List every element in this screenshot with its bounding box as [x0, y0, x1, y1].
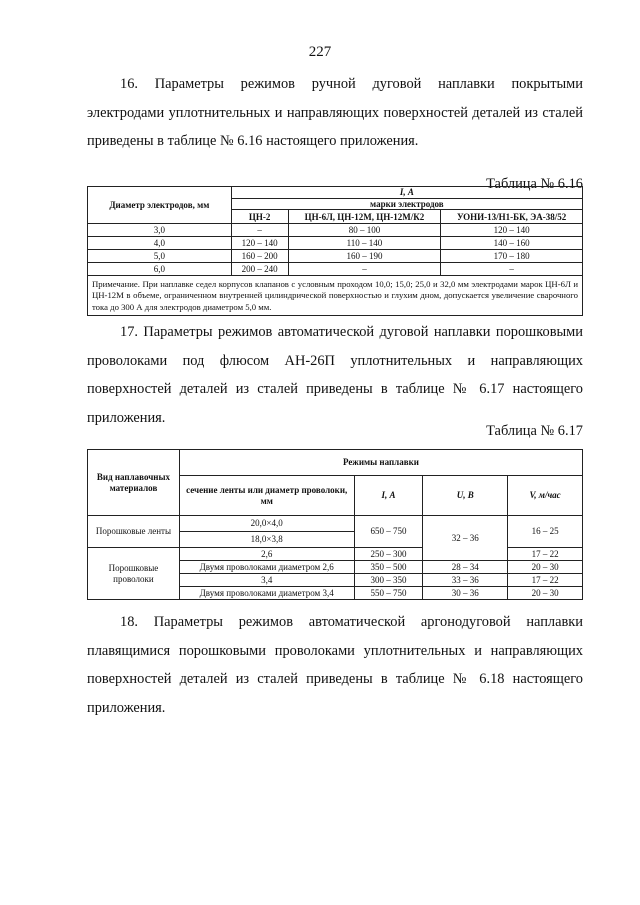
cell-speed: 20 – 30 — [508, 587, 583, 600]
header-speed: V, м/час — [508, 476, 583, 516]
paragraph-line: проволоками под флюсом АН-26П уплотнительных и направляющих — [87, 352, 583, 369]
cell-material: Порошковые проволоки — [88, 548, 180, 600]
paragraph-line: приведены в таблице № 6.16 настоящего приложения. — [87, 133, 419, 150]
cell-diameter: 4,0 — [88, 237, 232, 250]
cell: 170 – 180 — [441, 250, 583, 263]
paragraph-line: 17. Параметры режимов автоматической дуговой наплавки порошковыми — [120, 324, 583, 340]
cell: 120 – 140 — [441, 224, 583, 237]
table-6-16-caption: Таблица № 6.16 — [486, 176, 583, 192]
cell-size: Двумя проволоками диаметром 2,6 — [179, 561, 354, 574]
header-column: УОНИ-13/Н1-БК, ЭА-38/52 — [441, 210, 583, 224]
cell-current: 300 – 350 — [354, 574, 423, 587]
paragraph-18 — [87, 608, 583, 722]
header-voltage: U, В — [423, 476, 508, 516]
header-size: сечение ленты или диаметр проволоки, мм — [179, 476, 354, 516]
paragraph-line: поверхностей деталей из сталей приведены в таблице № 6.17 настоящего — [87, 381, 583, 398]
cell-current: 550 – 750 — [354, 587, 423, 600]
cell-speed: 16 – 25 — [508, 516, 583, 548]
cell-speed: 17 – 22 — [508, 574, 583, 587]
cell: – — [231, 224, 288, 237]
header-electrode-diameter: Диаметр электродов, мм — [88, 187, 232, 224]
paragraph-line: приложения. — [87, 409, 166, 426]
table-row — [88, 250, 583, 263]
header-column: ЦН-6Л, ЦН-12М, ЦН-12М/К2 — [288, 210, 441, 224]
cell: 120 – 140 — [231, 237, 288, 250]
header-column: ЦН-2 — [231, 210, 288, 224]
paragraph-line: плавящимися порошковыми проволоками уплотнительных и направляющих — [87, 642, 583, 659]
cell-size: 2,6 — [179, 548, 354, 561]
cell: 80 – 100 — [288, 224, 441, 237]
cell-speed: 20 – 30 — [508, 561, 583, 574]
cell: – — [288, 263, 441, 276]
cell-speed: 17 – 22 — [508, 548, 583, 561]
table-row — [88, 237, 583, 250]
cell-current: 350 – 500 — [354, 561, 423, 574]
paragraph-17 — [87, 318, 583, 432]
table-row — [88, 516, 583, 532]
cell: 200 – 240 — [231, 263, 288, 276]
header-modes: Режимы наплавки — [179, 450, 582, 476]
cell-current: 650 – 750 — [354, 516, 423, 548]
cell-size: 20,0×4,0 — [179, 516, 354, 532]
header-material-type: Вид наплавочных материалов — [88, 450, 180, 516]
table-6-17-caption: Таблица № 6.17 — [486, 423, 583, 439]
cell-material: Порошковые ленты — [88, 516, 180, 548]
cell-voltage: 33 – 36 — [423, 574, 508, 587]
paragraph-line: поверхностей деталей из сталей приведены в таблице № 6.18 настоящего — [87, 671, 583, 688]
cell-voltage: 28 – 34 — [423, 561, 508, 574]
header-current: I, А — [354, 476, 423, 516]
table-row — [88, 548, 583, 561]
cell-voltage: 32 – 36 — [423, 516, 508, 561]
table-row — [88, 224, 583, 237]
page-number: 227 — [308, 44, 332, 60]
cell: 160 – 190 — [288, 250, 441, 263]
cell-current: 250 – 300 — [354, 548, 423, 561]
cell-diameter: 3,0 — [88, 224, 232, 237]
cell: – — [441, 263, 583, 276]
cell-size: 3,4 — [179, 574, 354, 587]
table-note: Примечание. При наплавке седел корпусов клапанов с условным проходом 10,0; 15,0; 25,0 и 32,0 мм электродами марок ЦН-6Л и ЦН-12М в объеме, ограниченном внутренней цилиндрической поверхностью и глухим дном, допускается увеличение сварочного тока до 300 А для электродов диаметром 5,0 мм. — [88, 276, 583, 316]
cell-voltage: 30 – 36 — [423, 587, 508, 600]
table-6-17 — [87, 449, 583, 600]
paragraph-line: приложения. — [87, 699, 166, 716]
cell: 160 – 200 — [231, 250, 288, 263]
header-electrode-brands: марки электродов — [231, 199, 582, 210]
table-row — [88, 263, 583, 276]
paragraph-line: электродами уплотнительных и направляющих поверхностей деталей из сталей — [87, 104, 583, 121]
cell-size: Двумя проволоками диаметром 3,4 — [179, 587, 354, 600]
paragraph-line: 18. Параметры режимов автоматической аргонодуговой наплавки — [120, 614, 583, 630]
cell: 110 – 140 — [288, 237, 441, 250]
header-current: I, А — [231, 187, 582, 199]
paragraph-16 — [87, 70, 583, 156]
cell: 140 – 160 — [441, 237, 583, 250]
cell-size: 18,0×3,8 — [179, 532, 354, 548]
table-6-16 — [87, 186, 583, 316]
paragraph-line: 16. Параметры режимов ручной дуговой наплавки покрытыми — [120, 76, 583, 92]
cell-diameter: 5,0 — [88, 250, 232, 263]
cell-diameter: 6,0 — [88, 263, 232, 276]
